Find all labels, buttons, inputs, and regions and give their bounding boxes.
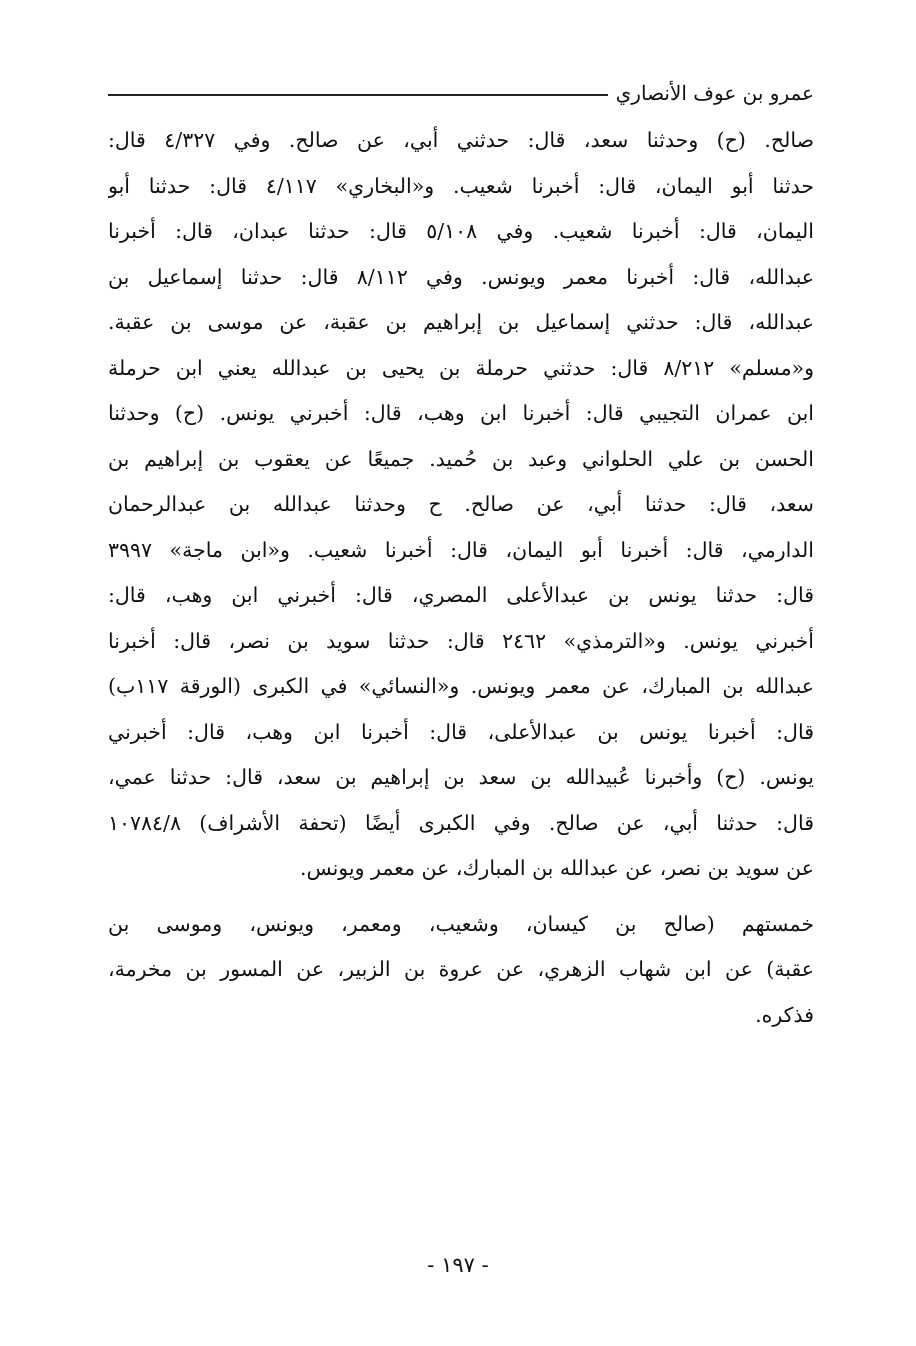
- text-line: عن سويد بن نصر، عن عبدالله بن المبارك، عن معمر ويونس.: [299, 856, 814, 880]
- running-header-title: عمرو بن عوف الأنصاري: [615, 81, 814, 105]
- text-line: حدثنا أبو اليمان، قال: أخبرنا شعيب. و«البخاري» ٤/١١٧ قال: حدثنا أبو: [108, 173, 814, 198]
- text-line: خمستهم (صالح بن كيسان، وشعيب، ومعمر، ويونس، وموسى بن: [108, 911, 814, 936]
- text-line: عبدالله، قال: حدثني إسماعيل بن إبراهيم بن عقبة، عن موسى بن عقبة.: [108, 310, 814, 334]
- paragraph-1: [108, 118, 814, 892]
- text-line: أخبرني يونس. و«الترمذي» ٢٤٦٢ قال: حدثنا سويد بن نصر، قال: أخبرنا: [108, 628, 814, 653]
- text-line: الحسن بن علي الحلواني وعبد بن حُميد. جميعًا عن يعقوب بن إبراهيم بن: [108, 446, 814, 471]
- paragraph-gap: [108, 892, 814, 902]
- text-line: فذكره.: [755, 1002, 814, 1027]
- running-header: [108, 78, 814, 112]
- text-line: صالح. (ح) وحدثنا سعد، قال: حدثني أبي، عن صالح. وفي ٤/٣٢٧ قال:: [108, 128, 814, 152]
- text-line: قال: أخبرنا يونس بن عبدالأعلى، قال: أخبرنا ابن وهب، قال: أخبرني: [108, 719, 814, 744]
- text-line: اليمان، قال: أخبرنا شعيب. وفي ٥/١٠٨ قال: حدثنا عبدان، قال: أخبرنا: [108, 219, 814, 243]
- text-line: قال: حدثنا يونس بن عبدالأعلى المصري، قال: أخبرني ابن وهب، قال:: [108, 583, 814, 607]
- paragraph-2: [108, 902, 814, 1039]
- text-line: عبدالله، قال: أخبرنا معمر ويونس. وفي ٨/١١٢ قال: حدثنا إسماعيل بن: [108, 264, 814, 289]
- text-line: سعد، قال: حدثنا أبي، عن صالح. ح وحدثنا عبدالله بن عبدالرحمان: [108, 492, 814, 516]
- text-line: الدارمي، قال: أخبرنا أبو اليمان، قال: أخبرنا شعيب. و«ابن ماجة» ٣٩٩٧: [108, 537, 814, 562]
- text-line: عقبة) عن ابن شهاب الزهري، عن عروة بن الزبير، عن المسور بن مخرمة،: [108, 957, 814, 981]
- text-line: عبدالله بن المبارك، عن معمر ويونس. و«النسائي» في الكبرى (الورقة ١١٧ب): [108, 674, 814, 698]
- body-text: [108, 118, 814, 1038]
- page-number: - ١٩٧ -: [427, 1253, 489, 1277]
- text-line: ابن عمران التجيبي قال: أخبرنا ابن وهب، قال: أخبرني يونس. (ح) وحدثنا: [108, 401, 814, 425]
- text-line: و«مسلم» ٨/٢١٢ قال: حدثني حرملة بن يحيى بن عبدالله يعني ابن حرملة: [108, 355, 814, 380]
- text-line: يونس. (ح) وأخبرنا عُبيدالله بن سعد بن إبراهيم بن سعد، قال: حدثنا عمي،: [108, 765, 814, 789]
- text-line: قال: حدثنا أبي، عن صالح. وفي الكبرى أيضًا (تحفة الأشراف) ١٠٧٨٤/٨: [108, 810, 814, 835]
- header-rule: [108, 94, 608, 96]
